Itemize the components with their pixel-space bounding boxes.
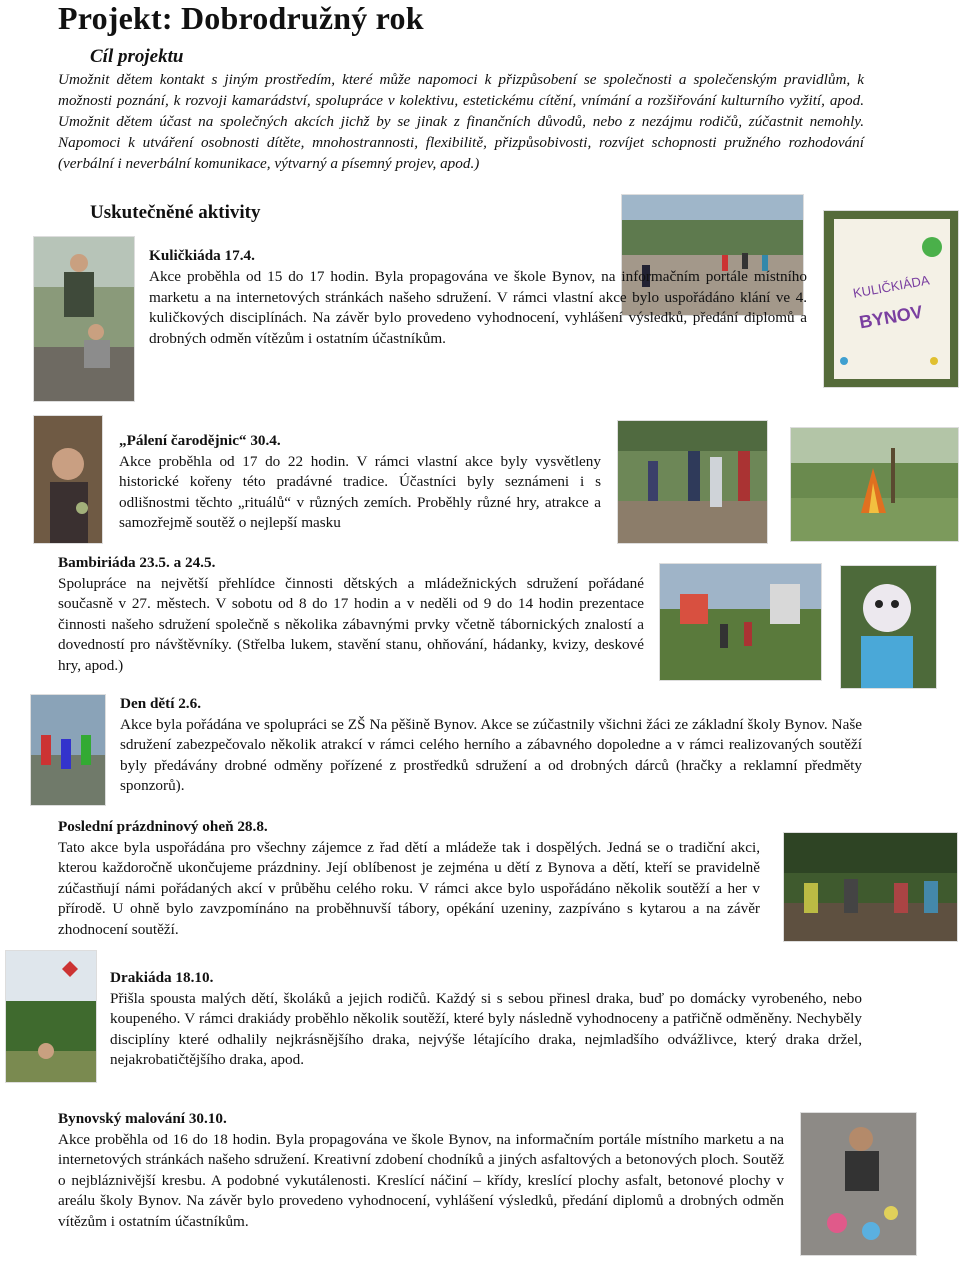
activities-heading: Uskutečněné aktivity: [90, 202, 261, 223]
photo-carodejnice-games: [617, 420, 768, 544]
poster-text-line1: KULIČKIÁDA: [851, 272, 931, 301]
activity-kulickiada: [149, 246, 605, 267]
activity-posledni-ohen: [58, 817, 760, 940]
photo-posledni-ohen: [783, 832, 958, 942]
activity-text-body: Akce proběhla od 17 do 22 hodin. V rámci vlastní akce byly vysvětleny historické kořeny této pradávné tradice. Účastníci byly seznámeni i s odlišnostmi těchto „rituálů“ v různých zemích. Proběhly různé hry, atrakce a samozřejmě soutěž o nejlepší masku: [119, 452, 601, 531]
activity-carodejnice: [119, 431, 601, 534]
photo-bambiriada-stand: [659, 563, 822, 681]
photo-bambiriada-facepaint: [840, 565, 937, 689]
photo-kulickiada-boys: [33, 236, 135, 402]
activity-text: [149, 267, 807, 349]
photo-drakiada: [5, 950, 97, 1083]
activity-title: „Pálení čarodějnic“ 30.4.: [119, 432, 281, 449]
activity-text-body: Přišla spousta malých dětí, školáků a jejich rodičů. Každý si s sebou přinesl draka, buď po domácky vyrobeného, nebo koupeného. V rámci drakiády proběhlo několik soutěží, které byly následně vyhodnoceny a patřičně odměněny. Nechyběly disciplíny které odhalily nejkrásnějšího draka, nejvýše létajícího draka, nejmladšího odvážlivce, který draka držel, nejakrobatičtějšího draka, apod.: [110, 989, 862, 1068]
page-title: Projekt: Dobrodružný rok: [58, 0, 424, 36]
activity-bynovsky-malovani: [58, 1109, 784, 1232]
activity-text-body: Akce proběhla od 15 do 17 hodin. Byla propagována ve škole Bynov, na informačním portále místního marketu a na internetových stránkách našeho sdružení. V rámci vlastní akce bylo uspořádáno klání ve 4. kuličkových disciplínách. Na závěr bylo provedeno vyhodnocení, vyhlášení výsledků, předání diplomů a drobných odměn vítězům i ostatním účastníkům.: [149, 268, 807, 347]
photo-carodejnice-girl: [33, 415, 103, 544]
activity-title: Kuličkiáda 17.4.: [149, 247, 255, 264]
goal-heading: Cíl projektu: [90, 46, 184, 67]
activity-text-body: Spolupráce na největší přehlídce činnosti dětských a mládežnických sdružení pořádané současně v 27. městech. V sobotu od 8 do 17 hodin a v neděli od 9 do 14 hodin prezentace činnosti našeho sdružení společně s několika zábavnými prvky včetně tábornických znalostí a dovedností pro návštěvníky. (Střelba lukem, stavění stanu, ohňování, hádanky, kvizy, deskové hry, apod.): [58, 574, 644, 674]
activity-title: Den dětí 2.6.: [120, 695, 201, 712]
activity-text-body: Tato akce byla uspořádána pro všechny zájemce z řad dětí a mládeže tak i dospělých. Jedná se o tradiční akci, kterou každoročně ukončujeme prázdniny. Její oblíbenost je zejména u dětí z Bynova a dětí, kteří se pravidelně zúčastňují námi pořádaných akcí v průběhu celého roku. V rámci akce bylo uspořádáno několik soutěží a her v přírodě. U ohně bylo zavzpomínáno na proběhnuvší tábory, opékání uzeniny, zazpíváno s kytarou a na závěr zhodnocení soutěží.: [58, 838, 760, 938]
photo-den-deti: [30, 694, 106, 806]
activity-text-body: Akce byla pořádána ve spolupráci se ZŠ Na pěšině Bynov. Akce se zúčastnily všichni žáci ze základní školy Bynov. Naše sdružení zabezpečovalo několik atrakcí v rámci celého herního a zábavného dopoledne a v rámci realizovaných soutěží byly předávány drobné odměny pořízené z prostředků sdružení a od drobných dárců (hračky a reklamní předměty sponzorů).: [120, 715, 862, 794]
photo-carodejnice-fire: [790, 427, 959, 542]
activity-bambiriada: [58, 553, 644, 676]
activity-drakiada: [110, 968, 862, 1071]
activity-text-body: Akce proběhla od 16 do 18 hodin. Byla propagována ve škole Bynov, na informačním portále místního marketu a na internetových stránkách našeho sdružení. Kreativní zdobení chodníků a jiných asfaltových a betonových ploch. Soutěž o nejbláznivější kresbu. A podobné vykutálenosti. Kreslící náčiní – křídy, kreslící plochy asfalt, betonové plochy v areálu školy Bynov. Na závěr bylo provedeno vyhodnocení, vyhlášení výsledků, předání diplomů a drobných odměn vítězům i ostatním účastníkům.: [58, 1130, 784, 1230]
activity-title: Bambiriáda 23.5. a 24.5.: [58, 554, 216, 571]
photo-kulickiada-poster: [823, 210, 959, 388]
activity-title: Poslední prázdninový oheň 28.8.: [58, 818, 268, 835]
photo-bynovsky-malovani: [800, 1112, 917, 1256]
activity-title: Drakiáda 18.10.: [110, 969, 214, 986]
activity-title: Bynovský malování 30.10.: [58, 1110, 227, 1127]
activity-den-deti: [120, 694, 862, 797]
poster-text-line2: BYNOV: [857, 301, 925, 333]
goal-text: Umožnit dětem kontakt s jiným prostředím, které může napomoci k přizpůsobení se společnosti a společenským pravidlům, k možnosti poznání, k rozvoji kamarádství, spolupráce v kolektivu, estetickému cítění, vnímání a rozšiřování kulturního vyžití, apod. Umožnit dětem účast na společných akcích jichž by se jinak z finančních důvodů, nebo z nezájmu rodičů, zúčastnit nemohly. Napomoci k utváření osobnosti dítěte, mnohostrannosti, flexibilitě, přizpůsobivosti, rozvíjet schopnosti pružného rozhodování (verbální i neverbální komunikace, výtvarný a písemný projev, apod.): [58, 71, 864, 172]
